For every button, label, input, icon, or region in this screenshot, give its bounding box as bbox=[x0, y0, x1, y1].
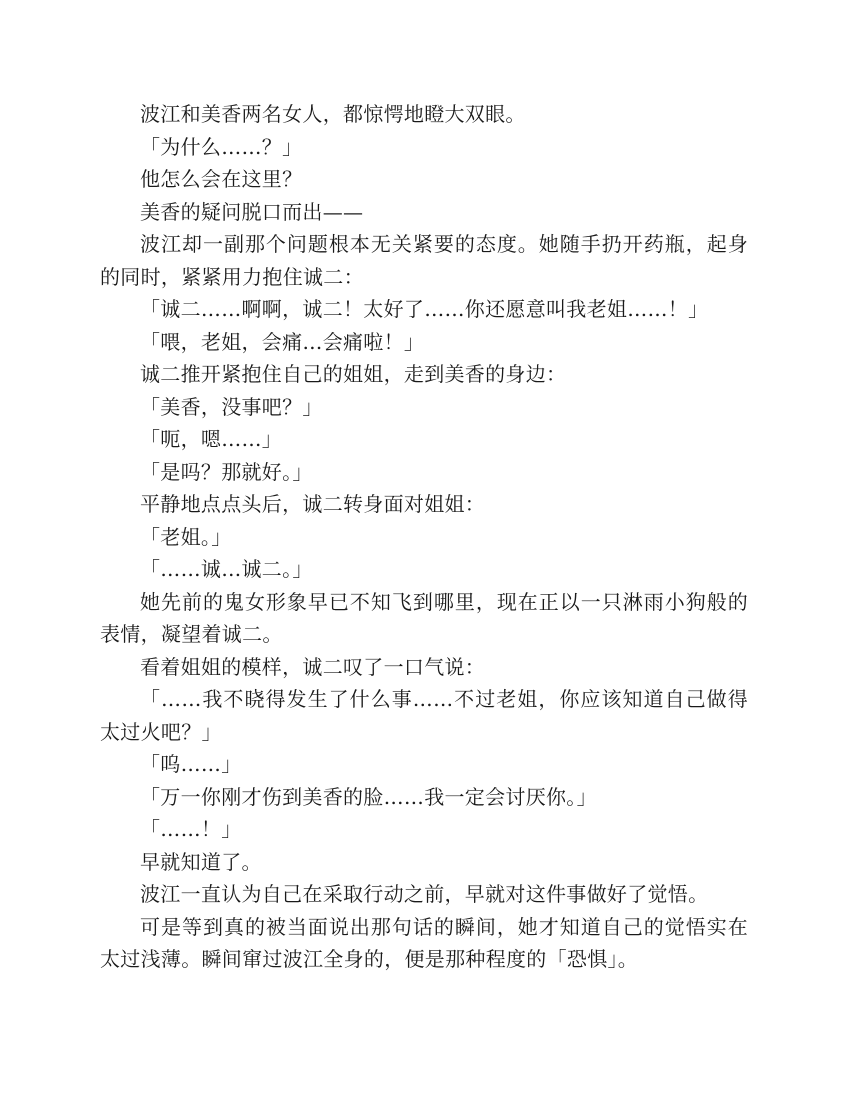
paragraph-5: 波江却一副那个问题根本无关紧要的态度。她随手扔开药瓶，起身的同时，紧紧用力抱住诚二： bbox=[100, 232, 748, 289]
paragraph-23: 可是等到真的被当面说出那句话的瞬间，她才知道自己的觉悟实在太过浅薄。瞬间窜过波江全身的，便是那种程度的「恐惧」。 bbox=[100, 914, 748, 971]
paragraph-18: 「呜……」 bbox=[140, 752, 242, 776]
paragraph-1: 波江和美香两名女人，都惊愕地瞪大双眼。 bbox=[140, 102, 526, 126]
paragraph-12: 平静地点点头后，诚二转身面对姐姐： bbox=[140, 492, 486, 516]
paragraph-16: 看着姐姐的模样，诚二叹了一口气说： bbox=[140, 654, 486, 679]
paragraph-21: 早就知道了。 bbox=[140, 849, 262, 874]
paragraph-10: 「呃，嗯……」 bbox=[140, 427, 283, 451]
paragraph-17: 「……我不晓得发生了什么事……不过老姐，你应该知道自己做得太过火吧？」 bbox=[100, 687, 748, 744]
paragraph-20: 「……！」 bbox=[140, 817, 242, 841]
paragraph-22: 波江一直认为自己在采取行动之前，早就对这件事做好了觉悟。 bbox=[140, 882, 709, 906]
paragraph-15: 她先前的鬼女形象早已不知飞到哪里，现在正以一只淋雨小狗般的表情，凝望着诚二。 bbox=[100, 589, 748, 646]
paragraph-13: 「老姐。」 bbox=[140, 524, 232, 549]
paragraph-19: 「万一你刚才伤到美香的脸……我一定会讨厌你。」 bbox=[140, 784, 597, 809]
document-page bbox=[100, 98, 748, 976]
paragraph-3: 他怎么会在这里？ bbox=[140, 167, 303, 191]
paragraph-2: 「为什么……？」 bbox=[140, 134, 303, 159]
paragraph-8: 诚二推开紧抱住自己的姐姐，走到美香的身边： bbox=[140, 362, 567, 386]
paragraph-6: 「诚二……啊啊，诚二！太好了……你还愿意叫我老姐……！」 bbox=[140, 297, 709, 321]
paragraph-7: 「喂，老姐，会痛…会痛啦！」 bbox=[140, 329, 425, 354]
paragraph-9: 「美香，没事吧？」 bbox=[140, 394, 323, 419]
paragraph-11: 「是吗？那就好。」 bbox=[140, 459, 313, 484]
paragraph-14: 「……诚…诚二。」 bbox=[140, 557, 313, 581]
paragraph-4: 美香的疑问脱口而出—— bbox=[140, 199, 364, 224]
